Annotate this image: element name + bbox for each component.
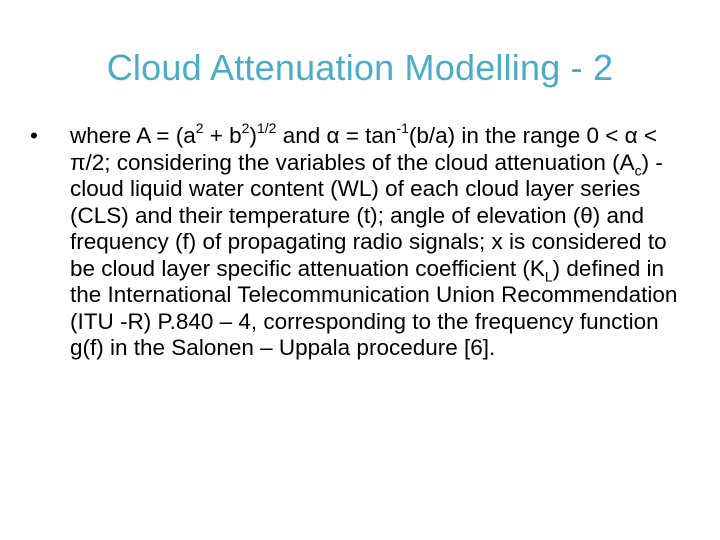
subscript: c — [634, 162, 642, 178]
bullet-text-part: ) defined in the International Telecommunication Union Recommendation (ITU -R) P.840 – 4, corresponding to the frequency function g(f) in the Salonen – Uppala procedure [6]. — [70, 255, 678, 360]
bullet-text-part: (b/a) in the range 0 < α < π/2; considering the variables of the cloud attenuation (A — [70, 123, 658, 175]
superscript: 2 — [195, 119, 204, 136]
bullet-text-part: + b — [203, 123, 242, 148]
bullet-text-part: ) — [249, 123, 257, 148]
superscript: 2 — [241, 119, 250, 136]
bullet-text-part: where A = (a — [70, 123, 196, 148]
bullet-text-part: and α = tan — [276, 123, 397, 148]
bullet-text-part: ) - cloud liquid water content (WL) of each cloud layer series (CLS) and their temperature (t); angle of elevation (θ) and frequency (f) of propagating radio signals; x is considered to be cloud layer specific attenuation coefficient (K — [70, 149, 667, 281]
superscript: 1/2 — [256, 119, 277, 136]
subscript: L — [544, 268, 553, 284]
slide-title: Cloud Attenuation Modelling - 2 — [106, 47, 614, 88]
bullet-text — [70, 119, 678, 360]
bullet-dot-icon: • — [30, 123, 38, 148]
superscript: -1 — [396, 119, 409, 136]
bullet-item — [30, 119, 690, 362]
slide-body — [30, 119, 690, 362]
